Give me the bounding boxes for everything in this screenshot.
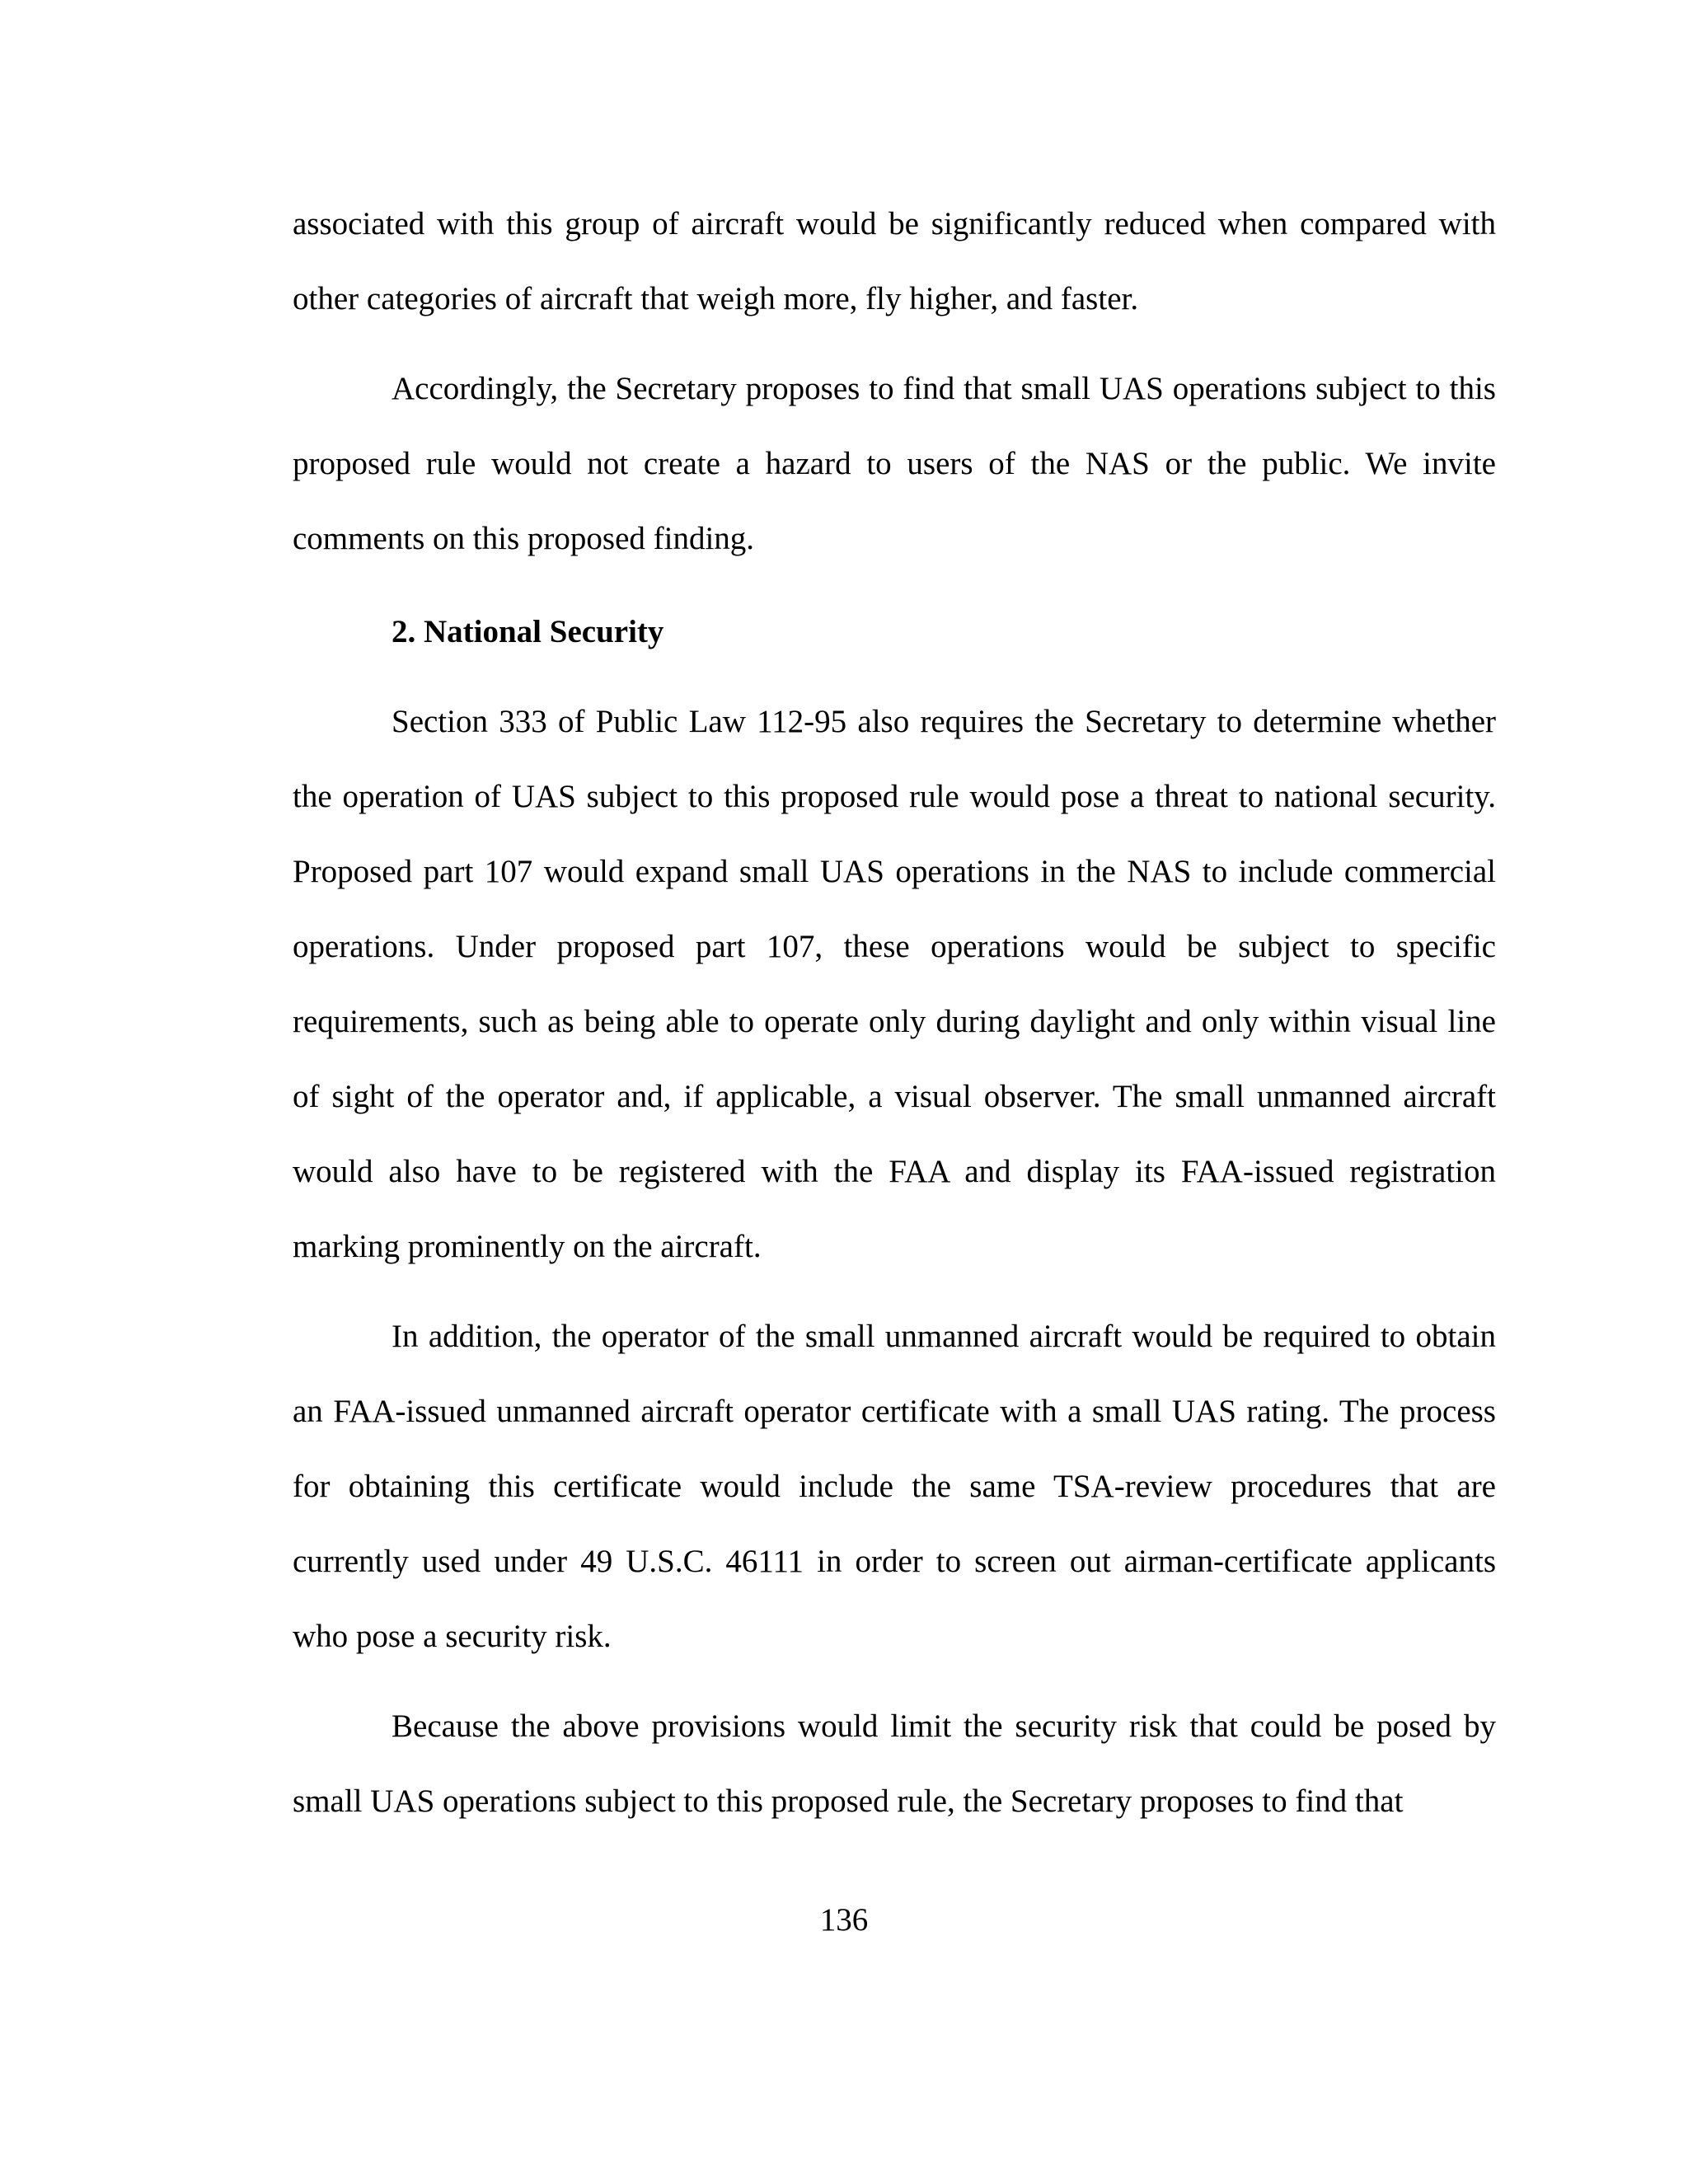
paragraph-continuation: associated with this group of aircraft would be significantly reduced when compared with other categories of aircraft that weigh more, fly higher, and faster. bbox=[293, 206, 1496, 316]
paragraph-section-333: Section 333 of Public Law 112-95 also requires the Secretary to determine whether the operation of UAS subject to this proposed rule would pose a threat to national security. Proposed part 107 would expand small UAS operations in the NAS to include commercial operations. Under proposed part 107, these operations would be subject to specific requirements, such as being able to operate only during daylight and only within visual line of sight of the operator and, if applicable, a visual observer. The small unmanned aircraft would also have to be registered with the FAA and display its FAA-issued registration marking prominently on the aircraft. bbox=[293, 704, 1496, 1264]
document-body bbox=[293, 186, 1496, 1854]
section-heading: 2. National Security bbox=[392, 614, 664, 649]
paragraph-hazard-finding: Accordingly, the Secretary proposes to find that small UAS operations subject to this proposed rule would not create a hazard to users of the NAS or the public. We invite comments on this proposed finding. bbox=[293, 371, 1496, 556]
paragraph-operator-certificate: In addition, the operator of the small unmanned aircraft would be required to obtain an FAA-issued unmanned aircraft operator certificate with a small UAS rating. The process for obtaining this certificate would include the same TSA-review procedures that are currently used under 49 U.S.C. 46111 in order to screen out airman-certificate applicants who pose a security risk. bbox=[293, 1319, 1496, 1654]
page-number: 136 bbox=[819, 1902, 869, 1938]
paragraph-security-finding: Because the above provisions would limit the security risk that could be posed by small UAS operations subject to this proposed rule, the Secretary proposes to find that bbox=[293, 1708, 1496, 1819]
